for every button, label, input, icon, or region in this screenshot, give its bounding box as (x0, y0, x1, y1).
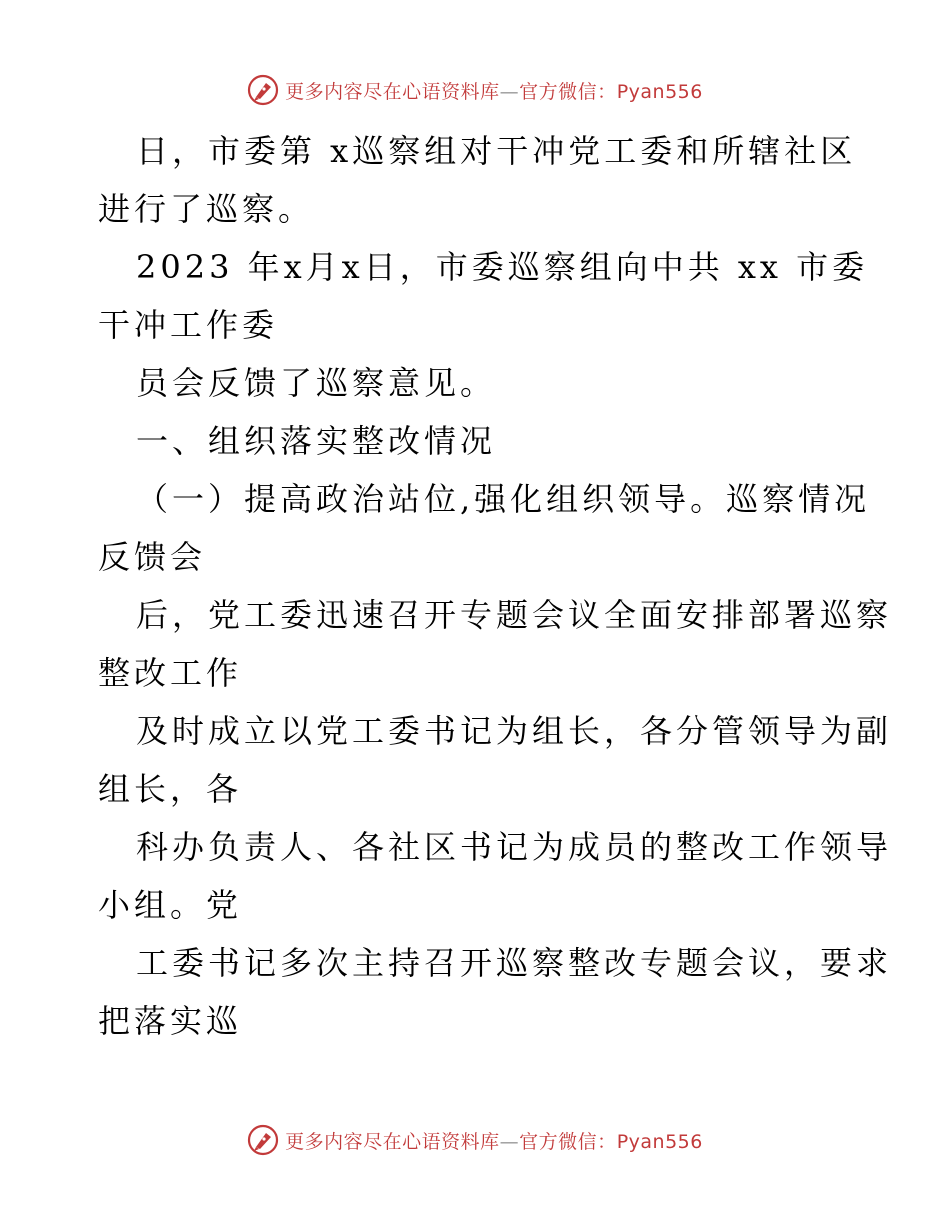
section-heading: 一、组织落实整改情况 (136, 422, 497, 460)
document-body (98, 122, 893, 1050)
watermark-text: 更多内容尽在心语资料库—官方微信：Pyan556 (285, 80, 703, 103)
body-line: 日，市委第 x巡察组对干冲党工委和所辖社区 (136, 132, 857, 170)
body-line: 小组。党 (98, 886, 243, 924)
header-watermark-banner (0, 70, 950, 110)
body-line: 员会反馈了巡察意见。 (136, 364, 497, 402)
body-line: 进行了巡察。 (98, 190, 315, 228)
pen-nib-logo-icon (247, 1124, 279, 1156)
watermark-text: 更多内容尽在心语资料库—官方微信：Pyan556 (285, 1130, 703, 1153)
body-line: 把落实巡 (98, 1002, 243, 1040)
body-line: 2023 年x月x日，市委巡察组向中共 xx 市委 (136, 248, 869, 286)
body-line: （一）提高政治站位,强化组织领导。巡察情况 (136, 480, 871, 518)
body-line: 干冲工作委 (98, 306, 279, 344)
body-line: 工委书记多次主持召开巡察整改专题会议，要求 (136, 944, 893, 982)
body-line: 整改工作 (98, 654, 243, 692)
body-line: 科办负责人、各社区书记为成员的整改工作领导 (136, 828, 893, 866)
body-line: 后，党工委迅速召开专题会议全面安排部署巡察 (136, 596, 893, 634)
footer-watermark-banner (0, 1120, 950, 1160)
body-line: 及时成立以党工委书记为组长，各分管领导为副 (136, 712, 893, 750)
pen-nib-logo-icon (247, 74, 279, 106)
body-line: 反馈会 (98, 538, 207, 576)
body-line: 组长，各 (98, 770, 243, 808)
